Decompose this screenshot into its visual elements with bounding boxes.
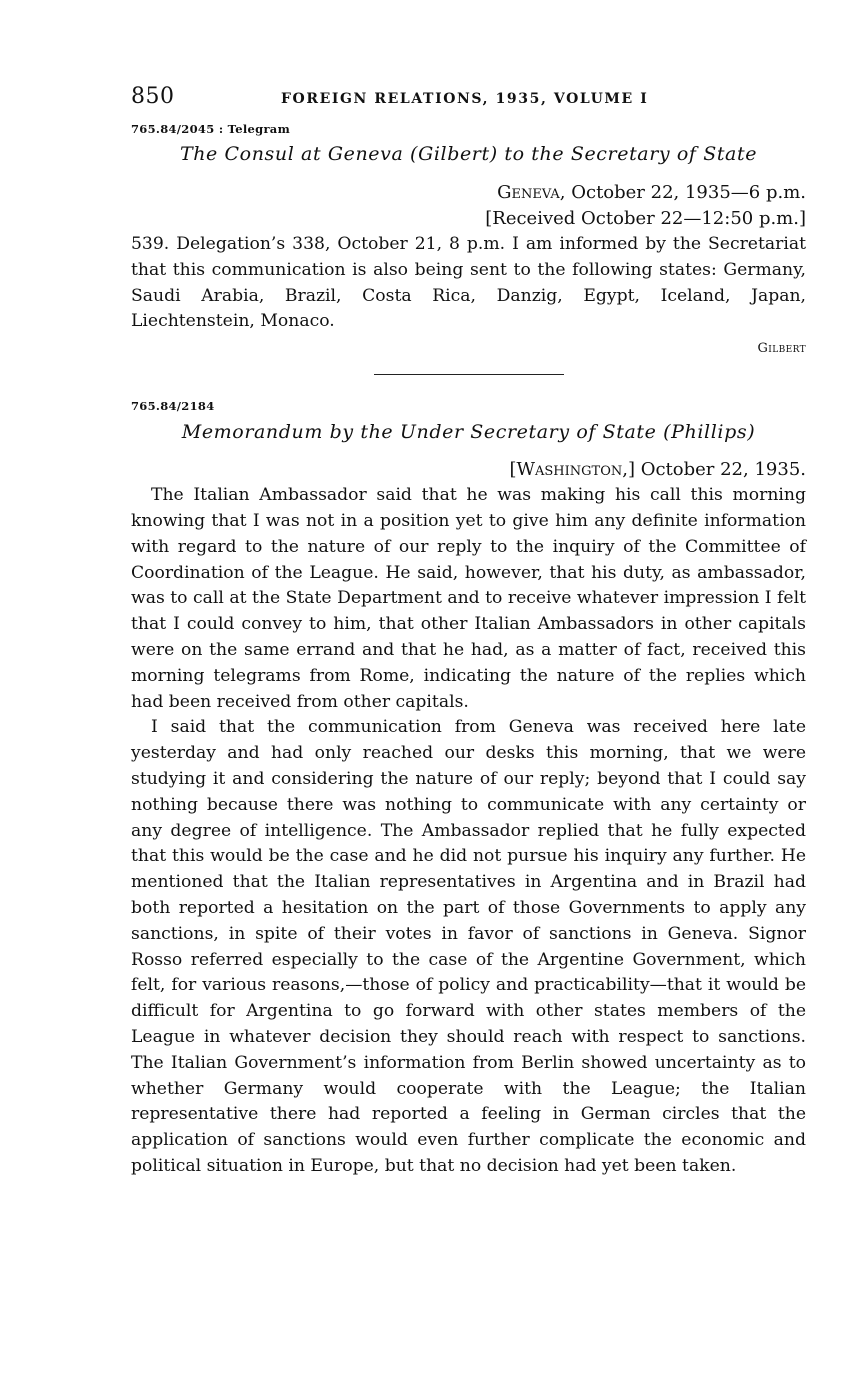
telegram-body: 539. Delegation’s 338, October 21, 8 p.m. I am informed by the Secretariat that this communication is also being sent to the following states: Germany, Saudi Arabia, Brazil, Costa Rica, Danzig, Egypt, Iceland, Japan, Liechtenstein, Monaco. <box>131 234 806 332</box>
page-number: 850 <box>131 84 175 109</box>
running-title: FOREIGN RELATIONS, 1935, VOLUME I <box>281 91 649 107</box>
document-page <box>131 84 806 1180</box>
telegram-section <box>131 122 806 356</box>
dateline-date: , October 22, 1935—6 p.m. <box>559 182 806 203</box>
document-title: The Consul at Geneva (Gilbert) to the Secretary of State <box>179 143 758 165</box>
signature: Gilbert <box>757 341 806 357</box>
dateline-bracket: [ <box>509 459 517 481</box>
dateline-place: Washington <box>516 459 623 481</box>
dateline-place: Geneva <box>497 182 560 203</box>
dateline <box>131 457 806 483</box>
dateline-date: ,] October 22, 1935. <box>622 459 806 481</box>
received-line: [Received October 22—12:50 p.m.] <box>485 208 806 229</box>
memorandum-section <box>131 399 806 1180</box>
running-header <box>131 84 806 122</box>
file-reference: 765.84/2184 <box>131 399 215 414</box>
file-reference: 765.84/2045 : Telegram <box>131 122 291 136</box>
section-divider <box>374 374 564 375</box>
memo-paragraph: I said that the communication from Geneva was received here late yesterday and had only reached our desks this morning, that we were studying it and considering the nature of our reply; beyond that I could say nothing because there was nothing to communicate with any certainty or any degree of intelligence. The Ambassador replied that he fully expected that this would be the case and he did not pursue his inquiry any further. He mentioned that the Italian representatives in Argentina and in Brazil had both reported a hesitation on the part of those Governments to apply any sanctions, in spite of their votes in favor of sanctions in Geneva. Signor Rosso referred especially to the case of the Argentine Government, which felt, for various reasons,—those of policy and practicability—that it would be difficult for Argentina to go forward with other states members of the League in whatever decision they should reach with respect to sanctions. The Italian Government’s information from Berlin showed uncertainty as to whether Germany would cooperate with the League; the Italian representative there had reported a feeling in German circles that the application of sanctions would even further complicate the economic and political situation in Europe, but that no decision had yet been taken. <box>131 717 806 1176</box>
document-title: Memorandum by the Under Secretary of State (Phillips) <box>181 421 756 444</box>
memo-paragraph: The Italian Ambassador said that he was making his call this morning knowing that I was not in a position yet to give him any definite information with regard to the nature of our reply to the inquiry of the Committee of Coordination of the League. He said, however, that his duty, as ambassador, was to call at the State Department and to receive whatever impression I felt that I could convey to him, that other Italian Ambassadors in other capitals were on the same errand and that he had, as a matter of fact, received this morning telegrams from Rome, indicating the nature of the replies which had been received from other capitals. <box>131 485 806 712</box>
dateline <box>131 180 806 206</box>
